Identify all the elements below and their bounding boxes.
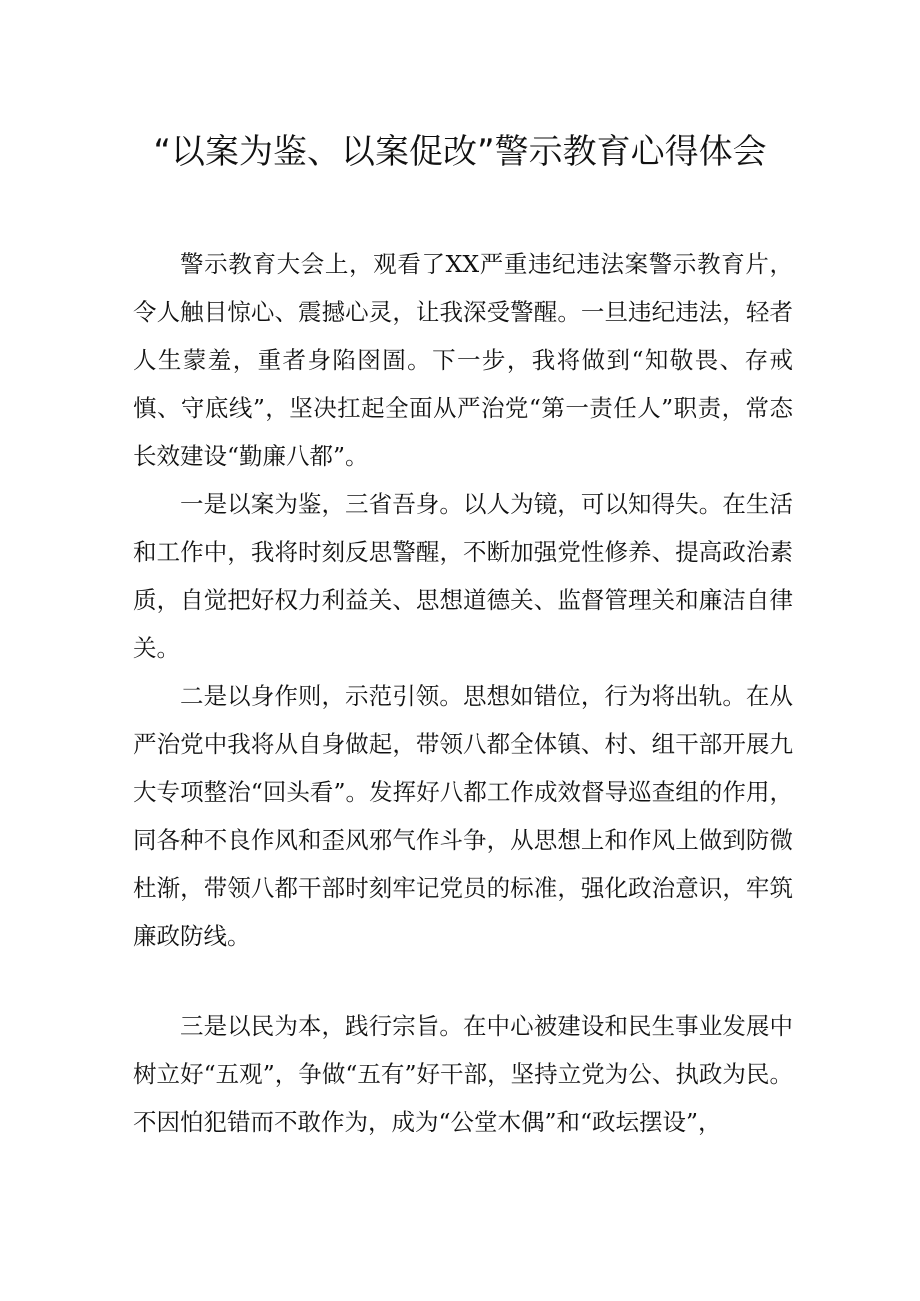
paragraph-point-two: 二是以身作则，示范引领。思想如错位，行为将出轨。在从严治党中我将从自身做起，带领八都全体镇、村、组干部开展九大专项整治“回头看”。发挥好八都工作成效督导巡查组的作用，同各种不良作风和歪风邪气作斗争，从思想上和作风上做到防微杜渐，带领八都干部时刻牢记党员的标准，强化政治意识，牢筑廉政防线。	[133, 682, 793, 950]
paragraph-intro: 警示教育大会上，观看了XX严重违纪违法案警示教育片，令人触目惊心、震撼心灵，让我深受警醒。一旦违纪违法，轻者人生蒙羞，重者身陷囹圄。下一步，我将做到“知敬畏、存戒慎、守底线”，坚决扛起全面从严治党“第一责任人”职责，常态长效建设“勤廉八都”。	[133, 250, 793, 470]
document-body	[133, 240, 793, 1146]
document-title: “以案为鉴、以案促改”警示教育心得体会	[153, 131, 767, 172]
paragraph-point-one: 一是以案为鉴，三省吾身。以人为镜，可以知得失。在生活和工作中，我将时刻反思警醒，不断加强党性修养、提高政治素质，自觉把好权力利益关、思想道德关、监督管理关和廉洁自律关。	[133, 490, 793, 662]
paragraph-point-three: 三是以民为本，践行宗旨。在中心被建设和民生事业发展中树立好“五观”，争做“五有”好干部，坚持立党为公、执政为民。不因怕犯错而不敢作为，成为“公堂木偶”和“政坛摆设”，	[133, 1012, 793, 1136]
